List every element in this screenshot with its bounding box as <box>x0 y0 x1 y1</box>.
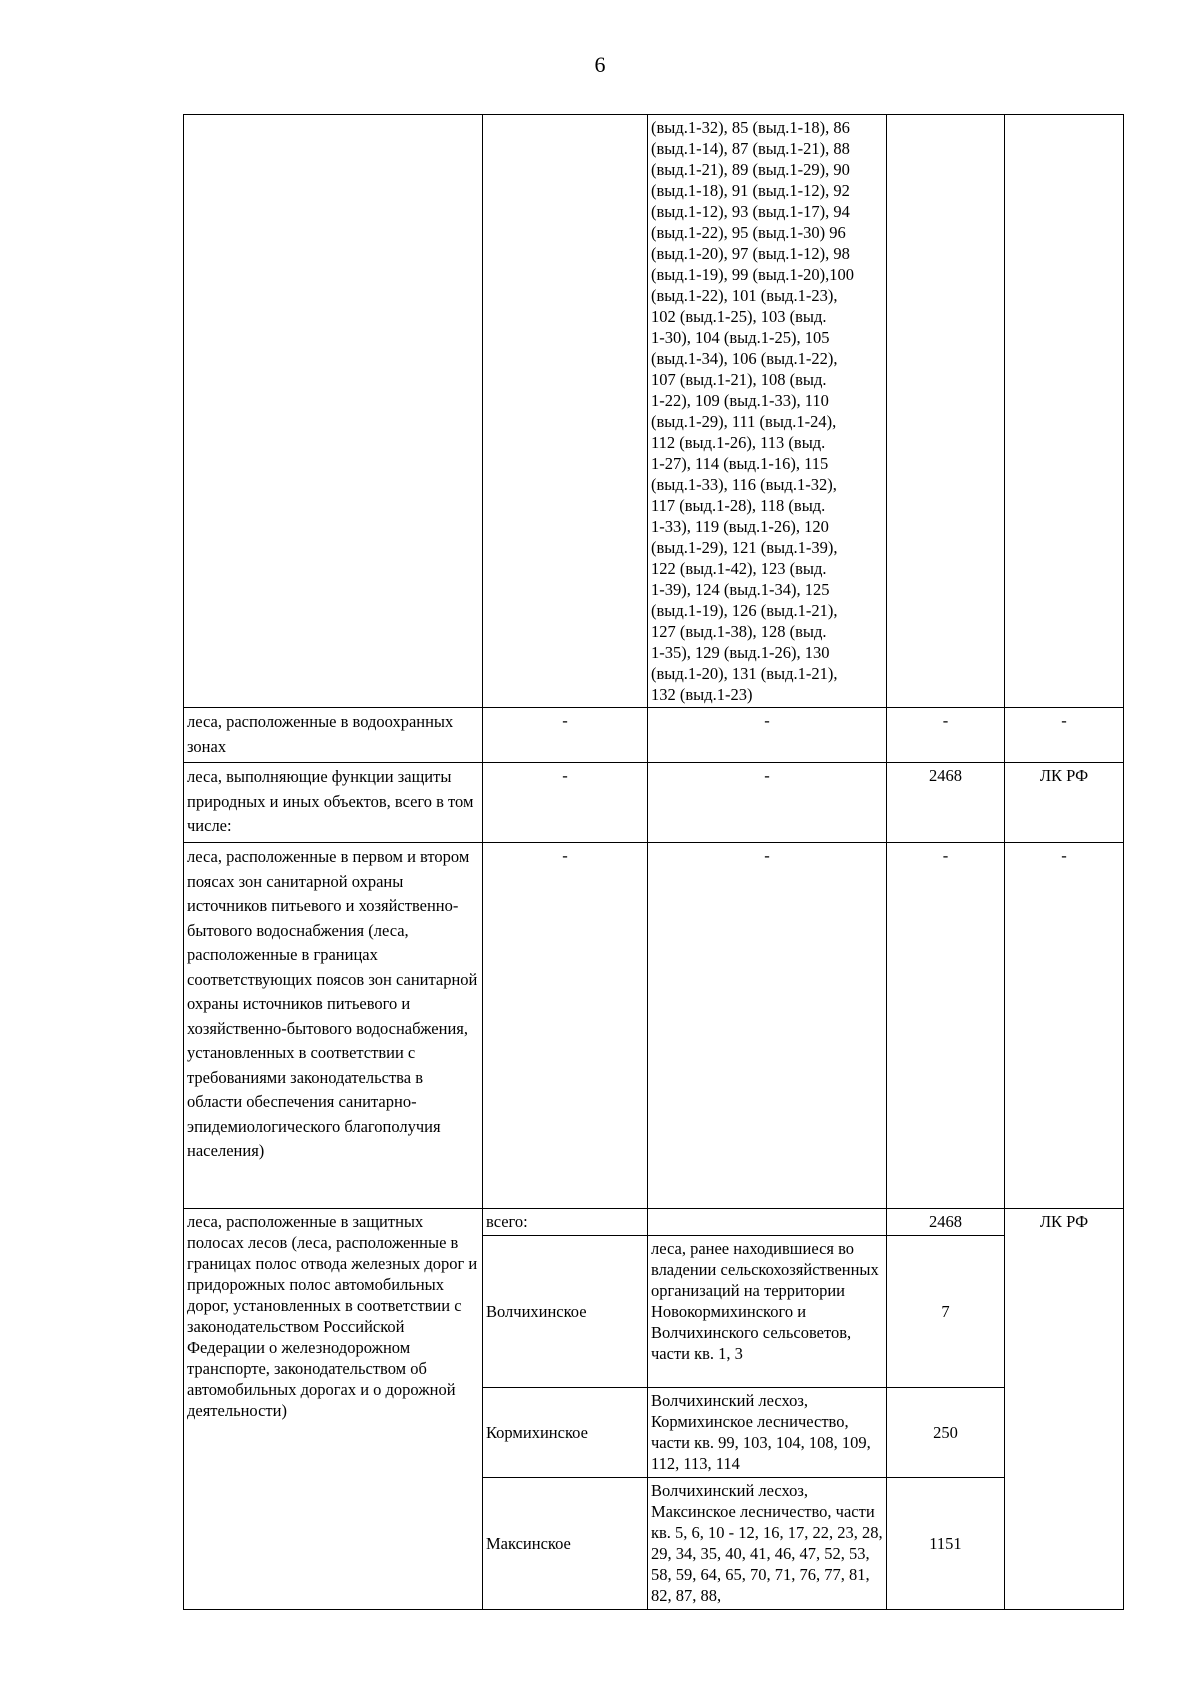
basis-cell: ЛК РФ <box>1005 763 1124 843</box>
forest-protection-table <box>183 114 1124 1610</box>
area-cell: 250 <box>887 1388 1005 1478</box>
basis-cell: ЛК РФ <box>1005 1209 1124 1610</box>
area-cell: 1151 <box>887 1478 1005 1610</box>
table-row <box>184 843 1124 1209</box>
quarters-cell: - <box>648 708 887 763</box>
forestry-name-cell: Кормихинское <box>483 1388 648 1478</box>
forestry-name-cell: Волчихинское <box>483 1236 648 1388</box>
quarters-cell: (выд.1-32), 85 (выд.1-18), 86 (выд.1-14), 87 (выд.1-21), 88 (выд.1-21), 89 (выд.1-29), 90 (выд.1-18), 91 (выд.1-12), 92 (выд.1-12), 93 (выд.1-17), 94 (выд.1-22), 95 (выд.1-30) 96 (выд.1-20), 97 (выд.1-12), 98 (выд.1-19), 99 (выд.1-20),100 (выд.1-22), 101 (выд.1-23), 102 (выд.1-25), 103 (выд. 1-30), 104 (выд.1-25), 105 (выд.1-34), 106 (выд.1-22), 107 (выд.1-21), 108 (выд. 1-22), 109 (выд.1-33), 110 (выд.1-29), 111 (выд.1-24), 112 (выд.1-26), 113 (выд. 1-27), 114 (выд.1-16), 115 (выд.1-33), 116 (выд.1-32), 117 (выд.1-28), 118 (выд. 1-33), 119 (выд.1-26), 120 (выд.1-29), 121 (выд.1-39), 122 (выд.1-42), 123 (выд. 1-39), 124 (выд.1-34), 125 (выд.1-19), 126 (выд.1-21), 127 (выд.1-38), 128 (выд. 1-35), 129 (выд.1-26), 130 (выд.1-20), 131 (выд.1-21), 132 (выд.1-23) <box>648 115 887 708</box>
quarters-cell: Волчихинский лесхоз, Кормихинское лесничество, части кв. 99, 103, 104, 108, 109, 112, 113, 114 <box>648 1388 887 1478</box>
table-row <box>184 1209 1124 1236</box>
forestry-cell: - <box>483 708 648 763</box>
forestry-cell: - <box>483 763 648 843</box>
basis-cell <box>1005 115 1124 708</box>
quarters-cell: - <box>648 763 887 843</box>
basis-cell: - <box>1005 708 1124 763</box>
forestry-cell <box>483 115 648 708</box>
category-cell: леса, расположенные в водоохранных зонах <box>184 708 483 763</box>
quarters-cell: леса, ранее находившиеся во владении сельскохозяйственных организаций на территории Новокормихинского и Волчихинского сельсоветов, части кв. 1, 3 <box>648 1236 887 1388</box>
table-row <box>184 115 1124 708</box>
table-row <box>184 708 1124 763</box>
basis-cell: - <box>1005 843 1124 1209</box>
category-cell: леса, расположенные в защитных полосах лесов (леса, расположенные в границах полос отвода железных дорог и придорожных полос автомобильных дорог, установленных в соответствии с законодательством Российской Федерации о железнодорожном транспорте, законодательством об автомобильных дорогах и о дорожной деятельности) <box>184 1209 483 1610</box>
forestry-cell: всего: <box>483 1209 648 1236</box>
category-cell <box>184 115 483 708</box>
area-cell: 2468 <box>887 763 1005 843</box>
area-cell: - <box>887 708 1005 763</box>
category-cell: леса, расположенные в первом и втором поясах зон санитарной охраны источников питьевого и хозяйственно-бытового водоснабжения (леса, расположенные в границах соответствующих поясов зон санитарной охраны источников питьевого и хозяйственно-бытового водоснабжения, установленных в соответствии с требованиями законодательства в области обеспечения санитарно-эпидемиологического благополучия населения) <box>184 843 483 1209</box>
area-cell: 7 <box>887 1236 1005 1388</box>
area-cell: - <box>887 843 1005 1209</box>
forestry-cell: - <box>483 843 648 1209</box>
category-cell: леса, выполняющие функции защиты природных и иных объектов, всего в том числе: <box>184 763 483 843</box>
quarters-cell: Волчихинский лесхоз, Максинское лесничество, части кв. 5, 6, 10 - 12, 16, 17, 22, 23, 28, 29, 34, 35, 40, 41, 46, 47, 52, 53, 58, 59, 64, 65, 70, 71, 76, 77, 81, 82, 87, 88, <box>648 1478 887 1610</box>
quarters-cell: - <box>648 843 887 1209</box>
table-row <box>184 763 1124 843</box>
area-cell: 2468 <box>887 1209 1005 1236</box>
page-number: 6 <box>594 52 606 77</box>
quarters-cell <box>648 1209 887 1236</box>
area-cell <box>887 115 1005 708</box>
forestry-name-cell: Максинское <box>483 1478 648 1610</box>
